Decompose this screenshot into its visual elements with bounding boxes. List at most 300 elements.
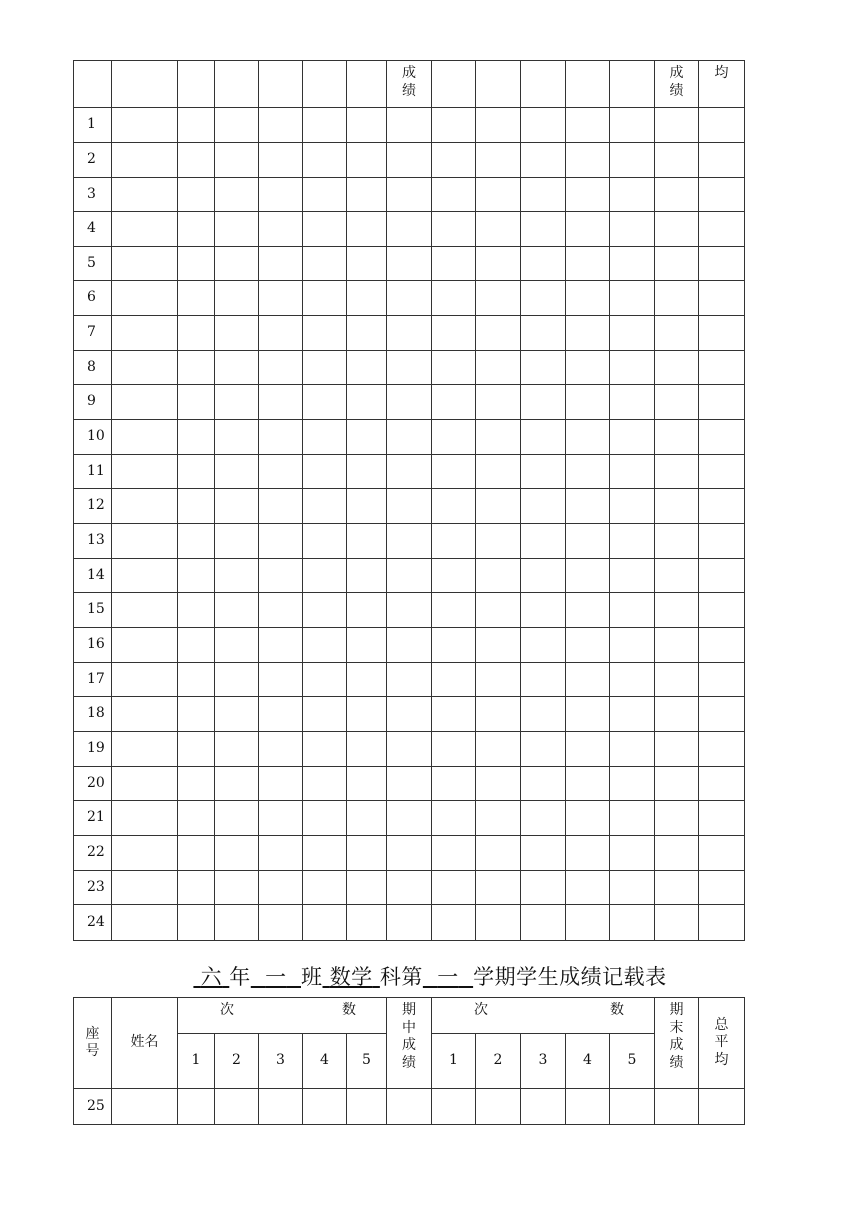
score-cell	[476, 767, 521, 801]
score-cell	[655, 143, 699, 178]
score-cell	[303, 697, 347, 732]
midterm-score-header: 期中成绩	[387, 998, 432, 1089]
score-cell	[476, 420, 521, 455]
score-cell	[259, 628, 303, 663]
score-cell	[521, 385, 566, 420]
score-cell	[112, 871, 178, 905]
title-class: 一	[265, 965, 287, 989]
score-cell	[303, 316, 347, 351]
average-header: 均	[699, 61, 745, 108]
score-cell	[347, 767, 387, 801]
score-cell	[112, 212, 178, 247]
table-row	[74, 628, 745, 663]
table-row	[74, 801, 745, 836]
score-cell	[655, 663, 699, 697]
score-cell	[347, 628, 387, 663]
score-cell	[655, 801, 699, 836]
score-cell	[521, 455, 566, 489]
table-row	[74, 316, 745, 351]
score-cell	[432, 836, 476, 871]
score-cell	[215, 663, 259, 697]
score-cell	[476, 524, 521, 559]
score-cell	[476, 385, 521, 420]
table-header-row	[74, 61, 745, 108]
score-cell	[655, 247, 699, 281]
score-cell	[566, 143, 610, 178]
score-cell	[432, 732, 476, 767]
score-cell	[655, 178, 699, 212]
seat-number-cell: 21	[74, 801, 112, 836]
table-row	[74, 489, 745, 524]
score-cell	[347, 108, 387, 143]
score-cell	[610, 905, 655, 941]
score-cell	[432, 143, 476, 178]
score-cell	[347, 455, 387, 489]
score-cell	[655, 385, 699, 420]
score-cell	[387, 489, 432, 524]
score-cell	[521, 732, 566, 767]
score-cell	[699, 732, 745, 767]
score-cell	[610, 732, 655, 767]
score-cell	[610, 420, 655, 455]
score-cell	[655, 351, 699, 385]
midterm-score-header: 成绩	[387, 61, 432, 108]
score-cell	[178, 697, 215, 732]
score-cell	[699, 663, 745, 697]
score-cell	[476, 593, 521, 628]
table-row	[74, 524, 745, 559]
score-cell	[432, 871, 476, 905]
score-cell	[566, 385, 610, 420]
score-cell	[521, 663, 566, 697]
score-cell	[476, 316, 521, 351]
score-cell	[112, 732, 178, 767]
score-cell	[259, 1089, 303, 1125]
score-cell	[610, 559, 655, 593]
seat-number-cell: 18	[74, 697, 112, 732]
score-cell	[259, 351, 303, 385]
score-cell	[610, 801, 655, 836]
count-4-header: 4	[566, 1034, 610, 1089]
score-cell	[178, 281, 215, 316]
score-cell	[259, 905, 303, 941]
score-cell	[655, 732, 699, 767]
score-cell	[432, 628, 476, 663]
score-cell	[655, 420, 699, 455]
score-cell	[112, 697, 178, 732]
count-2-header: 2	[215, 1034, 259, 1089]
score-cell	[112, 420, 178, 455]
score-cell	[303, 385, 347, 420]
score-cell	[566, 455, 610, 489]
score-cell	[566, 351, 610, 385]
score-cell	[610, 628, 655, 663]
score-cell	[303, 767, 347, 801]
table-row	[74, 1089, 745, 1125]
seat-number-cell: 4	[74, 212, 112, 247]
score-cell	[610, 143, 655, 178]
score-cell	[347, 732, 387, 767]
score-cell	[303, 732, 347, 767]
score-cell	[387, 559, 432, 593]
score-cell	[303, 1089, 347, 1125]
score-cell	[610, 455, 655, 489]
title-term: 一	[437, 965, 459, 989]
score-cell	[215, 628, 259, 663]
score-cell	[112, 316, 178, 351]
title-subject-unit: 科第	[379, 965, 423, 989]
score-cell	[178, 489, 215, 524]
seat-number-cell: 17	[74, 663, 112, 697]
score-cell	[112, 524, 178, 559]
score-cell	[303, 212, 347, 247]
score-cell	[699, 1089, 745, 1125]
score-cell	[610, 836, 655, 871]
score-cell	[215, 455, 259, 489]
score-cell	[699, 212, 745, 247]
score-cell	[432, 1089, 476, 1125]
score-cell	[610, 593, 655, 628]
score-cell	[655, 281, 699, 316]
score-cell	[112, 836, 178, 871]
score-cell	[566, 281, 610, 316]
seat-number-cell: 19	[74, 732, 112, 767]
score-cell	[303, 559, 347, 593]
score-cell	[178, 420, 215, 455]
seat-number-cell: 14	[74, 559, 112, 593]
score-cell	[347, 178, 387, 212]
score-cell	[521, 212, 566, 247]
score-cell	[521, 559, 566, 593]
score-cell	[610, 212, 655, 247]
seat-number-cell: 3	[74, 178, 112, 212]
table-row	[74, 420, 745, 455]
seat-number-cell: 12	[74, 489, 112, 524]
score-cell	[699, 559, 745, 593]
score-cell	[347, 143, 387, 178]
score-cell	[387, 871, 432, 905]
score-cell	[259, 663, 303, 697]
score-cell	[476, 732, 521, 767]
score-cell	[566, 489, 610, 524]
score-cell	[259, 247, 303, 281]
score-cell	[112, 351, 178, 385]
score-cell	[303, 871, 347, 905]
score-cell	[178, 385, 215, 420]
score-cell	[521, 836, 566, 871]
score-cell	[347, 871, 387, 905]
score-cell	[655, 905, 699, 941]
score-cell	[259, 767, 303, 801]
score-cell	[566, 316, 610, 351]
score-cell	[215, 767, 259, 801]
score-cell	[699, 801, 745, 836]
score-cell	[566, 905, 610, 941]
score-cell	[347, 593, 387, 628]
score-cell	[303, 178, 347, 212]
score-cell	[112, 1089, 178, 1125]
score-cell	[699, 489, 745, 524]
table-row	[74, 663, 745, 697]
score-cell	[112, 247, 178, 281]
score-cell	[699, 316, 745, 351]
score-cell	[387, 351, 432, 385]
score-cell	[259, 836, 303, 871]
score-cell	[215, 143, 259, 178]
score-cell	[215, 559, 259, 593]
seat-number-cell: 15	[74, 593, 112, 628]
score-cell	[655, 524, 699, 559]
score-cell	[387, 420, 432, 455]
score-cell	[259, 697, 303, 732]
score-cell	[178, 524, 215, 559]
score-cell	[432, 801, 476, 836]
score-cell	[521, 316, 566, 351]
score-cell	[259, 524, 303, 559]
score-cell	[655, 871, 699, 905]
seat-number-cell: 13	[74, 524, 112, 559]
score-cell	[610, 767, 655, 801]
score-cell	[432, 108, 476, 143]
score-cell	[303, 455, 347, 489]
title-suffix: 学期学生成绩记载表	[473, 965, 667, 989]
score-cell	[303, 489, 347, 524]
score-cell	[476, 489, 521, 524]
score-cell	[521, 905, 566, 941]
score-cell	[112, 385, 178, 420]
score-cell	[178, 247, 215, 281]
score-cell	[215, 732, 259, 767]
score-cell	[566, 593, 610, 628]
score-cell	[610, 178, 655, 212]
score-cell	[610, 524, 655, 559]
score-cell	[387, 593, 432, 628]
score-cell	[387, 663, 432, 697]
score-cell	[215, 385, 259, 420]
score-cell	[610, 871, 655, 905]
seat-number-cell: 11	[74, 455, 112, 489]
score-cell	[347, 489, 387, 524]
score-cell	[699, 281, 745, 316]
score-cell	[566, 178, 610, 212]
score-cell	[655, 316, 699, 351]
score-cell	[476, 905, 521, 941]
score-cell	[215, 212, 259, 247]
seat-number-cell: 20	[74, 767, 112, 801]
table-row	[74, 281, 745, 316]
header-row-1	[74, 998, 745, 1034]
score-cell	[699, 524, 745, 559]
score-cell	[476, 663, 521, 697]
score-cell	[178, 628, 215, 663]
score-cell	[566, 524, 610, 559]
score-cell	[347, 524, 387, 559]
score-cell	[432, 663, 476, 697]
score-cell	[259, 420, 303, 455]
score-cell	[259, 559, 303, 593]
score-cell	[387, 108, 432, 143]
score-cell	[347, 801, 387, 836]
score-cell	[655, 1089, 699, 1125]
score-cell	[215, 593, 259, 628]
score-cell	[178, 351, 215, 385]
title-grade: 六	[200, 965, 223, 989]
score-cell	[566, 871, 610, 905]
score-cell	[699, 455, 745, 489]
score-cell	[178, 455, 215, 489]
score-cell	[699, 247, 745, 281]
score-cell	[387, 178, 432, 212]
score-cell	[566, 628, 610, 663]
score-cell	[178, 212, 215, 247]
score-cell	[432, 593, 476, 628]
score-cell	[387, 767, 432, 801]
score-cell	[259, 316, 303, 351]
score-cell	[476, 178, 521, 212]
score-cell	[699, 628, 745, 663]
score-cell	[178, 1089, 215, 1125]
score-cell	[699, 871, 745, 905]
score-cell	[259, 281, 303, 316]
score-cell	[566, 767, 610, 801]
score-cell	[699, 420, 745, 455]
score-cell	[387, 143, 432, 178]
score-cell	[476, 212, 521, 247]
count-5-header: 5	[610, 1034, 655, 1089]
score-cell	[303, 663, 347, 697]
score-cell	[112, 801, 178, 836]
score-cell	[112, 628, 178, 663]
score-cell	[566, 801, 610, 836]
score-cell	[476, 836, 521, 871]
score-cell	[476, 628, 521, 663]
score-table-bottom	[73, 997, 745, 1125]
score-cell	[215, 836, 259, 871]
score-cell	[521, 143, 566, 178]
seat-number-cell: 7	[74, 316, 112, 351]
table-row	[74, 108, 745, 143]
score-cell	[566, 559, 610, 593]
score-cell	[566, 836, 610, 871]
score-cell	[432, 281, 476, 316]
score-cell	[178, 559, 215, 593]
score-cell	[432, 767, 476, 801]
score-cell	[303, 836, 347, 871]
score-cell	[387, 247, 432, 281]
score-cell	[432, 420, 476, 455]
score-cell	[610, 489, 655, 524]
seat-number-cell: 8	[74, 351, 112, 385]
score-cell	[432, 385, 476, 420]
score-cell	[112, 905, 178, 941]
title-grade-unit: 年	[229, 965, 251, 989]
table-row	[74, 697, 745, 732]
seat-number-cell: 16	[74, 628, 112, 663]
score-cell	[387, 905, 432, 941]
score-cell	[432, 316, 476, 351]
score-cell	[521, 871, 566, 905]
score-cell	[655, 212, 699, 247]
score-cell	[347, 697, 387, 732]
score-cell	[387, 455, 432, 489]
score-cell	[303, 143, 347, 178]
score-cell	[387, 281, 432, 316]
score-cell	[259, 212, 303, 247]
score-cell	[699, 108, 745, 143]
table-body	[74, 1089, 745, 1125]
quiz-count-header: 次 数	[178, 998, 387, 1034]
score-cell	[610, 697, 655, 732]
score-cell	[347, 385, 387, 420]
score-cell	[476, 281, 521, 316]
score-cell	[476, 871, 521, 905]
score-cell	[655, 628, 699, 663]
table-row	[74, 247, 745, 281]
score-cell	[610, 108, 655, 143]
score-cell	[521, 1089, 566, 1125]
score-cell	[566, 663, 610, 697]
score-cell	[387, 628, 432, 663]
score-cell	[178, 143, 215, 178]
score-cell	[521, 178, 566, 212]
score-cell	[610, 1089, 655, 1125]
score-cell	[112, 178, 178, 212]
score-cell	[387, 316, 432, 351]
seat-number-header: 座号	[74, 998, 112, 1089]
score-cell	[432, 247, 476, 281]
score-cell	[303, 593, 347, 628]
score-cell	[699, 143, 745, 178]
score-cell	[699, 697, 745, 732]
score-cell	[432, 489, 476, 524]
score-cell	[610, 316, 655, 351]
score-cell	[655, 455, 699, 489]
score-cell	[699, 836, 745, 871]
table-row	[74, 212, 745, 247]
score-cell	[259, 593, 303, 628]
score-cell	[347, 420, 387, 455]
score-cell	[303, 281, 347, 316]
table-row	[74, 836, 745, 871]
score-cell	[215, 281, 259, 316]
table-row	[74, 455, 745, 489]
score-cell	[215, 801, 259, 836]
table-row	[74, 143, 745, 178]
score-cell	[432, 455, 476, 489]
table-row	[74, 351, 745, 385]
score-cell	[610, 663, 655, 697]
score-cell	[655, 489, 699, 524]
score-cell	[387, 732, 432, 767]
score-cell	[432, 559, 476, 593]
score-cell	[215, 489, 259, 524]
table-body	[74, 108, 745, 941]
title-subject: 数学	[329, 965, 373, 989]
score-cell	[215, 871, 259, 905]
score-cell	[566, 108, 610, 143]
score-table-top	[73, 60, 745, 941]
score-cell	[347, 663, 387, 697]
score-cell	[521, 420, 566, 455]
score-cell	[303, 247, 347, 281]
score-cell	[178, 801, 215, 836]
score-cell	[215, 1089, 259, 1125]
score-cell	[432, 905, 476, 941]
score-cell	[259, 871, 303, 905]
score-cell	[178, 663, 215, 697]
score-cell	[476, 351, 521, 385]
score-cell	[699, 593, 745, 628]
